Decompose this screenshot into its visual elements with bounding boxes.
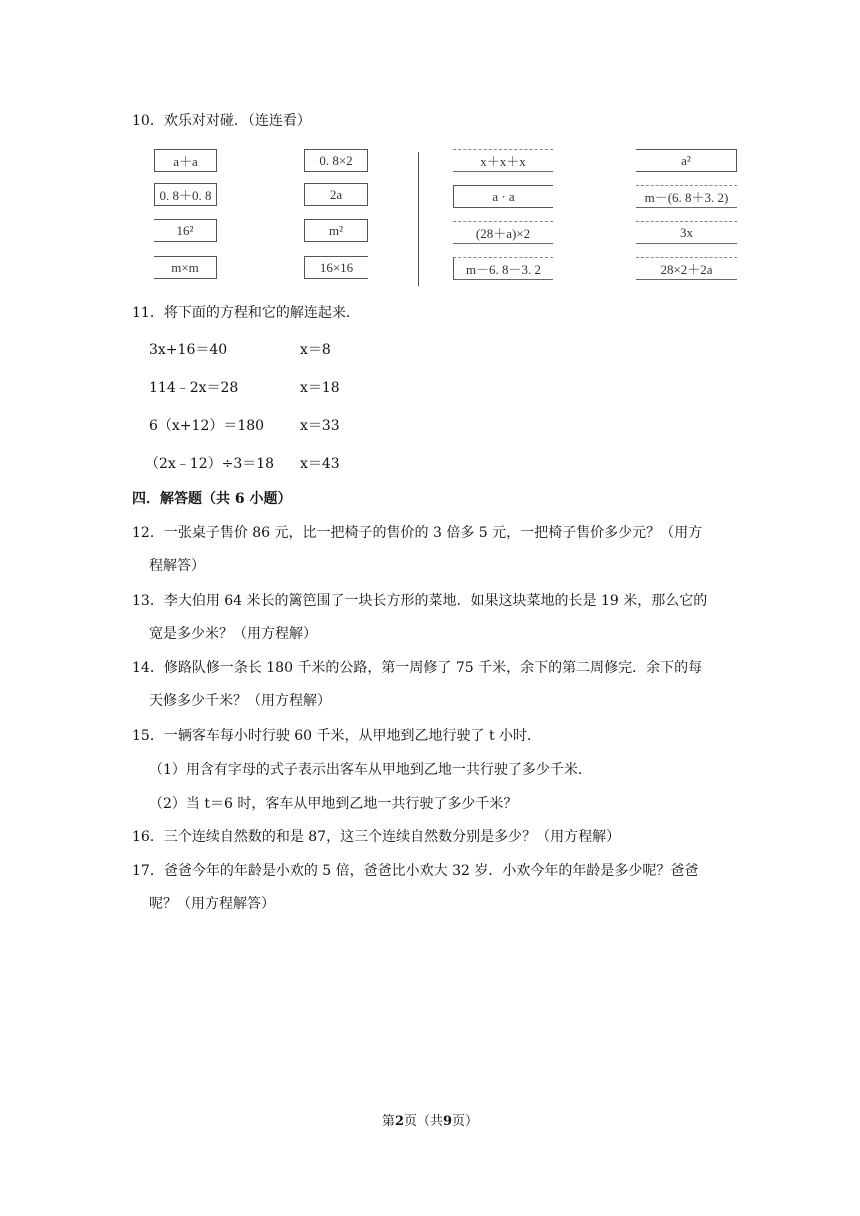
question-14-line2: 天修多少千米？（用方程解） (149, 693, 331, 709)
question-11: 11．将下面的方程和它的解连起来． (132, 305, 360, 321)
solution: x＝33 (300, 418, 340, 434)
question-16: 16．三个连续自然数的和是 87，这三个连续自然数分别是多少？（用方程解） (132, 829, 621, 845)
match-box: 2a (304, 183, 368, 206)
section-heading: 四．解答题（共 6 小题） (132, 491, 292, 507)
question-12-line1: 12．一张桌子售价 86 元，比一把椅子的售价的 3 倍多 5 元，一把椅子售价多少元？（用方 (132, 525, 703, 541)
equation: 3x+16＝40 (149, 342, 228, 358)
footer-prefix: 第 (381, 1114, 395, 1129)
question-15-sub2: （2）当 t＝6 时，客车从甲地到乙地一共行驶了多少千米？ (149, 796, 518, 812)
question-10: 10．欢乐对对碰．（连连看） (132, 113, 311, 129)
question-13-line1: 13．李大伯用 64 米长的篱笆围了一块长方形的菜地．如果这块菜地的长是 19 米，那么它的 (132, 593, 708, 609)
divider-line (418, 152, 419, 286)
match-box: 0. 8×2 (304, 149, 368, 172)
equation: （2x﹣12）÷3＝18 (145, 456, 275, 472)
question-17-line2: 呢？（用方程解答） (149, 896, 275, 912)
match-box: x＋x＋x (453, 149, 553, 172)
solution: x＝43 (300, 456, 340, 472)
question-12-line2: 程解答） (149, 558, 205, 574)
match-box: m×m (154, 256, 217, 279)
solution: x＝18 (300, 380, 340, 396)
current-page-number: 2 (394, 1114, 404, 1129)
match-box: m－6. 8－3. 2 (453, 257, 553, 280)
question-15-sub1: （1）用含有字母的式子表示出客车从甲地到乙地一共行驶了多少千米． (149, 762, 592, 778)
match-box: 3x (636, 221, 737, 244)
question-14-line1: 14．修路队修一条长 180 千米的公路，第一周修了 75 千米，余下的第二周修完．余下的每 (132, 660, 703, 676)
match-box: a＋a (154, 149, 217, 172)
match-box: 0. 8＋0. 8 (154, 183, 217, 206)
question-15-line1: 15．一辆客车每小时行驶 60 千米，从甲地到乙地行驶了 t 小时． (132, 728, 542, 744)
question-17-line1: 17．爸爸今年的年龄是小欢的 5 倍，爸爸比小欢大 32 岁．小欢今年的年龄是多少呢？爸爸 (132, 863, 699, 879)
equation: 114﹣2x＝28 (149, 380, 239, 396)
equation: 6（x+12）＝180 (149, 418, 265, 434)
footer-suffix: 页） (452, 1114, 479, 1129)
footer-middle: 页（共 (403, 1114, 443, 1129)
match-box: (28＋a)×2 (453, 221, 553, 244)
match-box: 16² (154, 219, 217, 242)
solution: x＝8 (300, 342, 331, 358)
match-box: m² (304, 219, 368, 242)
match-box: 16×16 (304, 256, 368, 279)
match-box: m－(6. 8＋3. 2) (636, 185, 737, 208)
page-footer (0, 1110, 860, 1129)
question-13-line2: 宽是多少米？（用方程解） (149, 626, 317, 642)
match-box: a · a (453, 185, 553, 208)
match-box: a² (636, 149, 737, 172)
match-box: 28×2＋2a (636, 257, 737, 280)
total-pages: 9 (443, 1114, 453, 1129)
